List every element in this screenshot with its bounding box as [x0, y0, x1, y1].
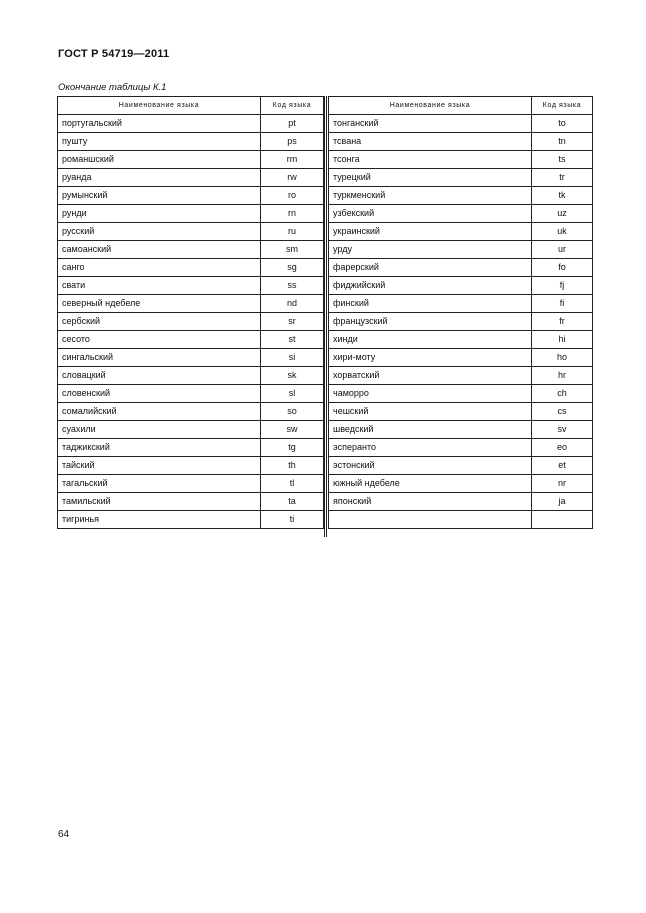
language-name-cell: сесото [58, 331, 261, 349]
language-code-cell: ch [532, 385, 593, 403]
language-code-cell: ss [261, 277, 324, 295]
language-name-cell: тонганский [329, 115, 532, 133]
language-code-cell: to [532, 115, 593, 133]
language-name-cell: украинский [329, 223, 532, 241]
language-name-cell: сингальский [58, 349, 261, 367]
language-name-cell: тсвана [329, 133, 532, 151]
column-header-name: Наименование языка [58, 97, 261, 115]
table-row [58, 403, 324, 421]
table-row [58, 223, 324, 241]
language-code-cell: ts [532, 151, 593, 169]
table-row [329, 223, 593, 241]
language-name-cell: тсонга [329, 151, 532, 169]
language-code-cell: th [261, 457, 324, 475]
language-code-cell: et [532, 457, 593, 475]
table-row [329, 133, 593, 151]
document-code: ГОСТ Р 54719—2011 [58, 48, 170, 60]
language-name-cell: пушту [58, 133, 261, 151]
language-code-cell: ja [532, 493, 593, 511]
table-row [58, 133, 324, 151]
language-code-cell: ro [261, 187, 324, 205]
table-row [58, 421, 324, 439]
table-row [58, 151, 324, 169]
table-row [329, 439, 593, 457]
table-row [58, 259, 324, 277]
language-code-cell: tr [532, 169, 593, 187]
table-row [329, 187, 593, 205]
language-name-cell: хири-моту [329, 349, 532, 367]
table-row [58, 511, 324, 529]
language-code-cell: nr [532, 475, 593, 493]
table-row [58, 205, 324, 223]
language-code-cell: si [261, 349, 324, 367]
language-code-cell: pt [261, 115, 324, 133]
table-row [58, 475, 324, 493]
table-row [329, 349, 593, 367]
table-row [329, 475, 593, 493]
table-row [329, 403, 593, 421]
language-name-cell: рунди [58, 205, 261, 223]
language-name-cell: чаморро [329, 385, 532, 403]
language-name-cell: хорватский [329, 367, 532, 385]
language-code-cell: st [261, 331, 324, 349]
language-code-cell: nd [261, 295, 324, 313]
language-name-cell: русский [58, 223, 261, 241]
table-row [329, 295, 593, 313]
language-name-cell: турецкий [329, 169, 532, 187]
language-code-cell: rn [261, 205, 324, 223]
table-header-row [58, 97, 324, 115]
language-code-cell: rm [261, 151, 324, 169]
table-row [329, 367, 593, 385]
language-code-cell: hi [532, 331, 593, 349]
language-code-cell: fo [532, 259, 593, 277]
table-row [58, 331, 324, 349]
language-code-cell: tk [532, 187, 593, 205]
language-code-cell: sv [532, 421, 593, 439]
table-row [58, 241, 324, 259]
language-code-cell: ps [261, 133, 324, 151]
language-name-cell: суахили [58, 421, 261, 439]
column-header-name: Наименование языка [329, 97, 532, 115]
language-name-cell: фарерский [329, 259, 532, 277]
language-name-cell: словацкий [58, 367, 261, 385]
table-row [58, 493, 324, 511]
language-name-cell: урду [329, 241, 532, 259]
language-code-cell: uz [532, 205, 593, 223]
table-row [329, 511, 593, 529]
language-code-cell: sl [261, 385, 324, 403]
language-code-cell: sr [261, 313, 324, 331]
language-name-cell: эсперанто [329, 439, 532, 457]
language-name-cell: эстонский [329, 457, 532, 475]
table-row [58, 169, 324, 187]
language-code-cell: ti [261, 511, 324, 529]
language-name-cell: таджикский [58, 439, 261, 457]
language-name-cell: свати [58, 277, 261, 295]
language-name-cell: португальский [58, 115, 261, 133]
language-name-cell: словенский [58, 385, 261, 403]
language-name-cell: узбекский [329, 205, 532, 223]
table-row [58, 295, 324, 313]
column-header-code: Код языка [261, 97, 324, 115]
table-row [58, 277, 324, 295]
table-row [329, 313, 593, 331]
language-name-cell: чешский [329, 403, 532, 421]
table-row [329, 457, 593, 475]
language-code-cell: ta [261, 493, 324, 511]
language-name-cell: сербский [58, 313, 261, 331]
language-name-cell: санго [58, 259, 261, 277]
language-name-cell: тагальский [58, 475, 261, 493]
language-name-cell: самоанский [58, 241, 261, 259]
language-name-cell: фиджийский [329, 277, 532, 295]
table-row [329, 493, 593, 511]
table-row [58, 313, 324, 331]
table-row [329, 277, 593, 295]
language-code-cell: sk [261, 367, 324, 385]
language-code-cell: hr [532, 367, 593, 385]
language-name-cell: туркменский [329, 187, 532, 205]
language-name-cell: романшский [58, 151, 261, 169]
column-header-code: Код языка [532, 97, 593, 115]
language-name-cell: руанда [58, 169, 261, 187]
language-name-cell: шведский [329, 421, 532, 439]
language-code-cell: cs [532, 403, 593, 421]
language-name-cell: сомалийский [58, 403, 261, 421]
table-header-row [329, 97, 593, 115]
language-code-cell: ur [532, 241, 593, 259]
table-row [329, 331, 593, 349]
table-row [58, 457, 324, 475]
table-row [329, 151, 593, 169]
table-row [58, 187, 324, 205]
language-code-cell: ho [532, 349, 593, 367]
language-code-cell: rw [261, 169, 324, 187]
language-table-right [328, 96, 592, 529]
language-name-cell: французский [329, 313, 532, 331]
language-name-cell: японский [329, 493, 532, 511]
language-name-cell: финский [329, 295, 532, 313]
language-name-cell: тайский [58, 457, 261, 475]
table-row [329, 169, 593, 187]
table-row [329, 259, 593, 277]
table-row [329, 115, 593, 133]
language-code-cell: so [261, 403, 324, 421]
language-code-cell: tn [532, 133, 593, 151]
language-name-cell: тигринья [58, 511, 261, 529]
language-code-cell: sw [261, 421, 324, 439]
table-caption: Окончание таблицы К.1 [58, 82, 167, 93]
table-row [329, 385, 593, 403]
language-name-cell [329, 511, 532, 529]
language-name-cell: южный ндебеле [329, 475, 532, 493]
table-row [329, 421, 593, 439]
language-code-cell: fj [532, 277, 593, 295]
table-row [58, 439, 324, 457]
table-row [58, 385, 324, 403]
language-name-cell: тамильский [58, 493, 261, 511]
language-name-cell: хинди [329, 331, 532, 349]
language-code-cell [532, 511, 593, 529]
language-code-cell: sg [261, 259, 324, 277]
table-row [58, 367, 324, 385]
language-table-left [57, 96, 323, 529]
language-code-cell: eo [532, 439, 593, 457]
language-code-cell: uk [532, 223, 593, 241]
table-row [329, 205, 593, 223]
language-code-cell: sm [261, 241, 324, 259]
page-number: 64 [58, 829, 70, 840]
table-row [58, 349, 324, 367]
table-row [58, 115, 324, 133]
language-name-cell: румынский [58, 187, 261, 205]
language-code-cell: ru [261, 223, 324, 241]
language-name-cell: северный ндебеле [58, 295, 261, 313]
language-code-cell: tg [261, 439, 324, 457]
table-row [329, 241, 593, 259]
language-code-cell: fr [532, 313, 593, 331]
language-code-cell: fi [532, 295, 593, 313]
table-separator [324, 96, 327, 537]
language-code-cell: tl [261, 475, 324, 493]
